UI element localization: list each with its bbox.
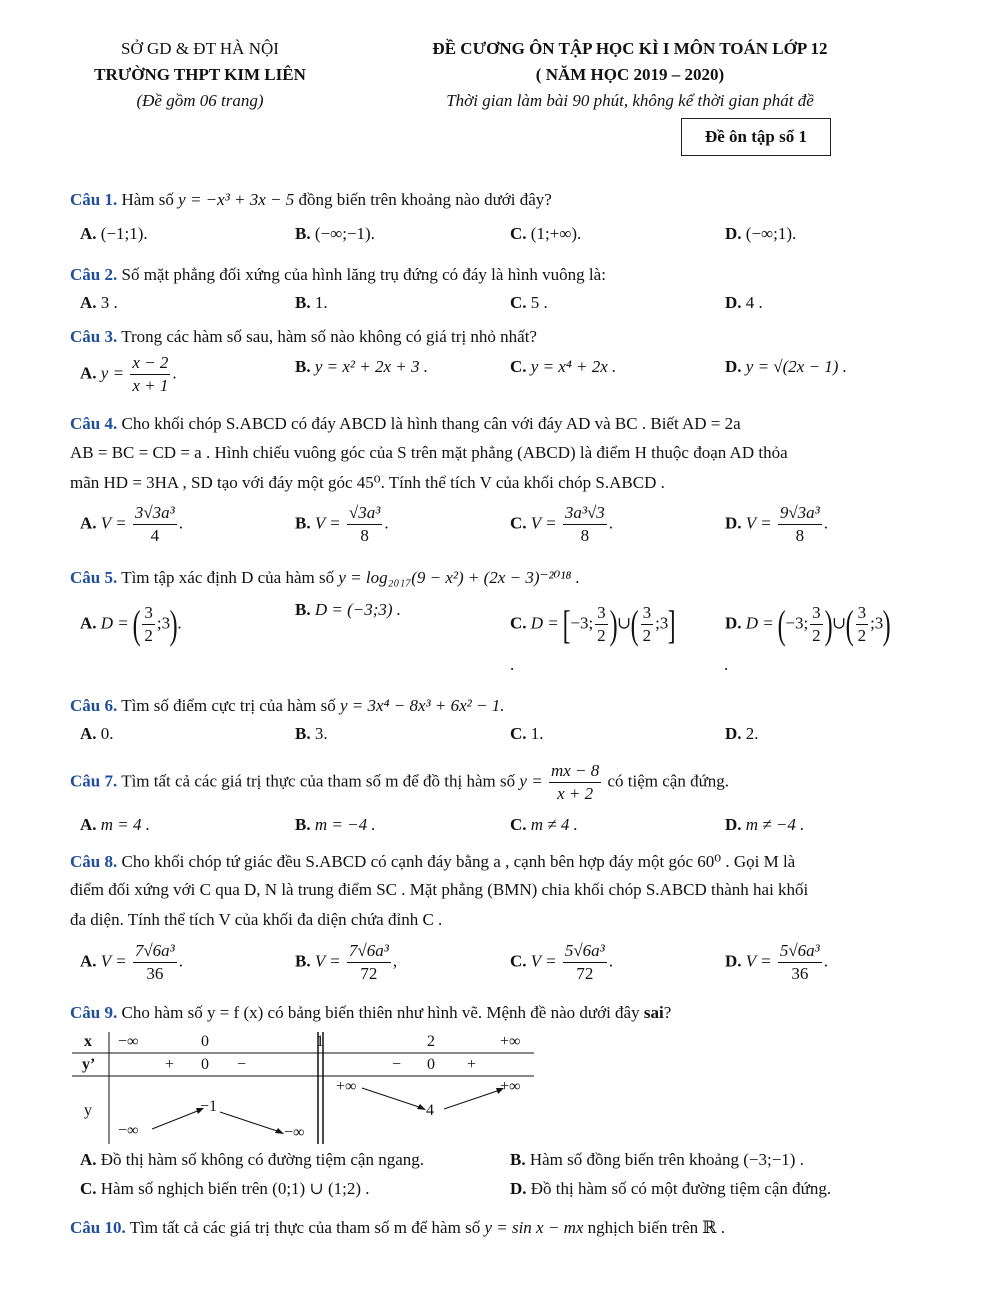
y-value: 4 xyxy=(426,1102,434,1119)
x-value: 2 xyxy=(427,1033,435,1050)
page-count-note: (Đề gồm 06 trang) xyxy=(136,91,264,110)
question-text: Cho khối chóp tứ giác đều S.ABCD có cạnh đáy bằng a , cạnh bên hợp đáy một góc 60⁰ . Gọi M là xyxy=(121,852,796,871)
derivative-sign: + xyxy=(467,1056,477,1073)
q9-option-a[interactable]: A. Đồ thị hàm số không có đường tiệm cận ngang. xyxy=(80,1150,424,1169)
header-right xyxy=(380,36,880,114)
q6-option-d[interactable]: D. 2. xyxy=(725,724,759,743)
q1-option-d[interactable]: D. (−∞;1). xyxy=(725,224,797,243)
time-note: Thời gian làm bài 90 phút, không kể thời gian phát đề xyxy=(446,91,814,110)
derivative-sign: 0 xyxy=(427,1056,435,1073)
question-3 xyxy=(70,327,537,347)
question-text: Tìm số điểm cực trị của hàm số xyxy=(121,696,336,715)
derivative-sign: − xyxy=(392,1056,402,1073)
q5-option-d[interactable]: D. D = (−3; $\frac{3}{2}$ )∪( $\frac{3}{2}$ ;3) xyxy=(725,601,891,647)
q4-option-a[interactable]: A. V = $\frac{\text{3√3a³}}{4}$ . xyxy=(80,503,184,545)
q1-option-a[interactable]: A. (−1;1). xyxy=(80,224,148,243)
question-label: Câu 6. xyxy=(70,696,118,715)
question-8 xyxy=(70,852,795,872)
stray-dot: . xyxy=(724,655,729,674)
question-text: đồng biến trên khoảng nào dưới đây? xyxy=(298,190,552,209)
q9-option-b[interactable]: B. Hàm số đồng biến trên khoảng (−3;−1) . xyxy=(510,1150,804,1169)
q3-option-c[interactable]: C. y = x⁴ + 2x . xyxy=(510,357,617,376)
q8-option-c[interactable]: C. V = $\frac{\text{5√6a³}}{72}$ . xyxy=(510,941,614,983)
q2-option-c[interactable]: C. 5 . xyxy=(510,293,548,312)
x-value: 1 xyxy=(316,1033,324,1050)
q1-option-c[interactable]: C. (1;+∞). xyxy=(510,224,582,243)
q4-option-d[interactable]: D. V = $\frac{\text{9√3a³}}{8}$ . xyxy=(725,503,829,545)
row-label-yprime: y’ xyxy=(82,1056,96,1073)
question-9: Câu 9. Cho hàm số y = f (x) có bảng biến thiên như hình vẽ. Mệnh đề nào dưới đây sai? xyxy=(70,1003,672,1022)
question-text: Tìm tập xác định D của hàm số xyxy=(121,568,335,587)
question-5 xyxy=(70,568,580,588)
question-1 xyxy=(70,190,552,210)
derivative-sign: 0 xyxy=(201,1056,209,1073)
exam-number-box: Đề ôn tập số 1 xyxy=(681,118,831,156)
q6-option-a[interactable]: A. 0. xyxy=(80,724,114,743)
question-label: Câu 4. xyxy=(70,414,118,433)
q2-option-b[interactable]: B. 1. xyxy=(295,293,328,312)
question-text: Hàm số xyxy=(121,190,174,209)
q9-option-d[interactable]: D. Đồ thị hàm số có một đường tiệm cận đứng. xyxy=(510,1179,832,1198)
question-text: Tìm tất cả các giá trị thực của tham số m để hàm số xyxy=(129,1218,481,1237)
formula: y = −x³ + 3x − 5 xyxy=(178,190,295,209)
q1-option-b[interactable]: B. (−∞;−1). xyxy=(295,224,375,243)
q5-option-c[interactable]: C. D = [−3; $\frac{3}{2}$ )∪( $\frac{3}{2}$ ;3] xyxy=(510,601,676,647)
variation-table xyxy=(72,1032,534,1144)
q3-option-d[interactable]: D. y = √(2x − 1) . xyxy=(725,357,847,376)
question-2 xyxy=(70,265,606,285)
q8-option-b[interactable]: B. V = $\frac{\text{7√6a³}}{72}$ , xyxy=(295,941,398,983)
question-6 xyxy=(70,696,504,716)
header-left xyxy=(60,36,340,114)
question-4-line-3: mãn HD = 3HA , SD tạo với đáy một góc 45⁰. Tính thể tích V của khối chóp S.ABCD . xyxy=(70,473,665,492)
question-label: Câu 7. xyxy=(70,771,118,791)
stray-dot: . xyxy=(510,655,515,674)
formula: y = sin x − mx xyxy=(484,1218,584,1237)
q2-option-a[interactable]: A. 3 . xyxy=(80,293,118,312)
question-label: Câu 9. xyxy=(70,1003,118,1022)
question-label: Câu 5. xyxy=(70,568,118,587)
question-text: Cho hàm số y = f (x) có bảng biến thiên như hình vẽ. Mệnh đề nào dưới đây xyxy=(121,1003,640,1022)
department-name: SỞ GD & ĐT HÀ NỘI xyxy=(121,39,279,58)
row-label-y: y xyxy=(84,1102,92,1119)
school-year: ( NĂM HỌC 2019 – 2020) xyxy=(535,65,725,84)
q6-option-c[interactable]: C. 1. xyxy=(510,724,544,743)
formula: y = 3x⁴ − 8x³ + 6x² − 1. xyxy=(340,696,505,715)
q3-option-b[interactable]: B. y = x² + 2x + 3 . xyxy=(295,357,428,376)
question-8-line-2: điểm đối xứng với C qua D, N là trung điểm SC . Mặt phẳng (BMN) chia khối chóp S.ABCD thành hai khối xyxy=(70,880,809,899)
question-label: Câu 1. xyxy=(70,190,118,209)
school-name: TRƯỜNG THPT KIM LIÊN xyxy=(94,65,306,84)
question-text: Tìm tất cả các giá trị thực của tham số m để đồ thị hàm số xyxy=(121,771,516,791)
q6-option-b[interactable]: B. 3. xyxy=(295,724,328,743)
emphasis: sai xyxy=(643,1003,664,1022)
y-value: +∞ xyxy=(336,1078,357,1095)
q2-option-d[interactable]: D. 4 . xyxy=(725,293,763,312)
question-4 xyxy=(70,414,741,434)
x-value: 0 xyxy=(201,1033,209,1050)
derivative-sign: − xyxy=(237,1056,247,1073)
question-text: nghịch biến trên ℝ . xyxy=(587,1218,726,1237)
question-text: Số mặt phẳng đối xứng của hình lăng trụ đứng có đáy là hình vuông là: xyxy=(121,265,606,284)
x-value: +∞ xyxy=(500,1033,521,1050)
q4-option-c[interactable]: C. V = $\frac{\text{3a³√3}}{8}$ . xyxy=(510,503,614,545)
question-label: Câu 2. xyxy=(70,265,118,284)
document-title: ĐỀ CƯƠNG ÔN TẬP HỌC KÌ I MÔN TOÁN LỚP 12 xyxy=(432,39,828,58)
q4-option-b[interactable]: B. V = $\frac{\text{√3a³}}{8}$ . xyxy=(295,503,389,545)
q3-option-a[interactable]: A. y = $\frac{x - 2}{x + 1}$ . xyxy=(80,353,177,395)
y-value: −∞ xyxy=(118,1122,139,1139)
x-value: −∞ xyxy=(118,1033,139,1050)
y-value: −1 xyxy=(200,1098,218,1115)
question-text: Cho khối chóp S.ABCD có đáy ABCD là hình thang cân với đáy AD và BC . Biết AD = 2a xyxy=(121,414,741,433)
question-text: có tiệm cận đứng. xyxy=(607,771,730,791)
question-4-line-2: AB = BC = CD = a . Hình chiếu vuông góc của S trên mặt phẳng (ABCD) là điểm H thuộc đoạn AD thỏa xyxy=(70,443,788,462)
q7-option-a[interactable]: A. m = 4 . xyxy=(80,815,151,834)
question-text: Trong các hàm số sau, hàm số nào không có giá trị nhỏ nhất? xyxy=(121,327,537,346)
derivative-sign: + xyxy=(165,1056,175,1073)
q9-option-c[interactable]: C. Hàm số nghịch biến trên (0;1) ∪ (1;2) . xyxy=(80,1179,370,1198)
formula: y = log₂₀₁₇(9 − x²) + (2x − 3)⁻²⁰¹⁸ . xyxy=(338,568,580,587)
q7-option-d[interactable]: D. m ≠ −4 . xyxy=(725,815,805,834)
question-8-line-3: đa diện. Tính thể tích V của khối đa diện chứa đỉnh C . xyxy=(70,910,443,929)
y-value: +∞ xyxy=(500,1078,521,1095)
q7-option-b[interactable]: B. m = −4 . xyxy=(295,815,376,834)
question-10 xyxy=(70,1218,725,1238)
question-7: Câu 7. Tìm tất cả các giá trị thực của tham số m để đồ thị hàm số y = $\frac{mx - 8}{x + 2}$ có tiệm cận đứng. xyxy=(70,761,730,803)
question-label: Câu 3. xyxy=(70,327,118,346)
question-label: Câu 8. xyxy=(70,852,118,871)
question-label: Câu 10. xyxy=(70,1218,126,1237)
q8-option-d[interactable]: D. V = $\frac{\text{5√6a³}}{36}$ . xyxy=(725,941,829,983)
q8-option-a[interactable]: A. V = $\frac{\text{7√6a³}}{36}$ . xyxy=(80,941,184,983)
q5-option-a[interactable]: A. D = ( $\frac{3}{2}$ ;3). xyxy=(80,601,182,647)
q5-option-b[interactable]: B. D = (−3;3) . xyxy=(295,600,402,619)
row-label-x: x xyxy=(84,1033,92,1050)
y-value: −∞ xyxy=(284,1124,305,1141)
q7-option-c[interactable]: C. m ≠ 4 . xyxy=(510,815,578,834)
